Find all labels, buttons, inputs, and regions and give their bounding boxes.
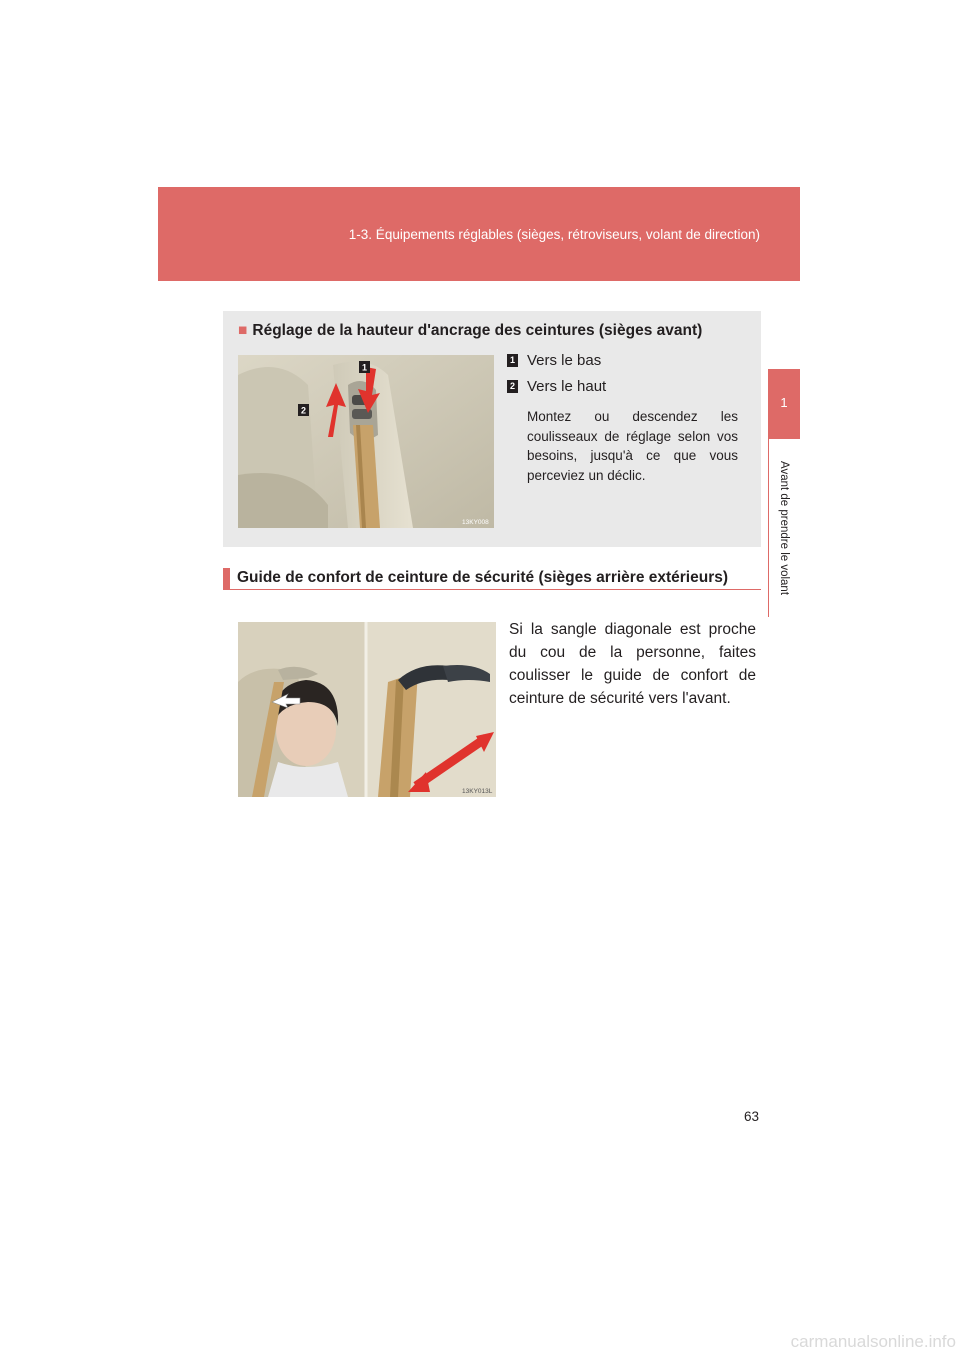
anchor-box-title: ■ Réglage de la hauteur d'ancrage des ceintures (sièges avant) [238, 322, 703, 339]
comfort-guide-illustration [238, 622, 496, 797]
svg-text:13KY008: 13KY008 [462, 519, 489, 526]
seatbelt-anchor-illustration [238, 355, 494, 528]
svg-text:13KY013L: 13KY013L [462, 788, 493, 795]
number-badge: 2 [507, 380, 518, 393]
anchor-adjust-box [223, 311, 761, 547]
chapter-label: Avant de prendre le volant [778, 460, 790, 596]
watermark: carmanualsonline.info [790, 1332, 956, 1351]
section-title: 1-3. Équipements réglables (sièges, rétroviseurs, volant de direction) [348, 227, 760, 242]
step-down [507, 352, 601, 369]
step-label: Vers le haut [527, 378, 607, 395]
chapter-number: 1 [780, 395, 788, 410]
comfort-guide-text: Si la sangle diagonale est proche du cou de la personne, faites coulisser le guide de confort de ceinture de sécurité vers l'avant. [509, 621, 756, 707]
chapter-tab [768, 369, 800, 439]
chapter-side-label [768, 439, 800, 617]
step-up [507, 378, 606, 395]
comfort-guide-heading: Guide de confort de ceinture de sécurité (sièges arrière extérieurs) [223, 568, 761, 590]
side-divider [768, 439, 769, 617]
header-band [158, 187, 800, 281]
number-badge: 1 [507, 354, 518, 367]
step-label: Vers le bas [527, 352, 602, 369]
svg-text:1: 1 [361, 362, 368, 373]
square-bullet-icon: ■ [238, 322, 248, 339]
anchor-description: Montez ou descendez les coulisseaux de réglage selon vos besoins, jusqu'à ce que vous perceviez un déclic. [527, 409, 738, 483]
svg-text:2: 2 [300, 405, 307, 416]
page-number: 63 [744, 1109, 760, 1124]
